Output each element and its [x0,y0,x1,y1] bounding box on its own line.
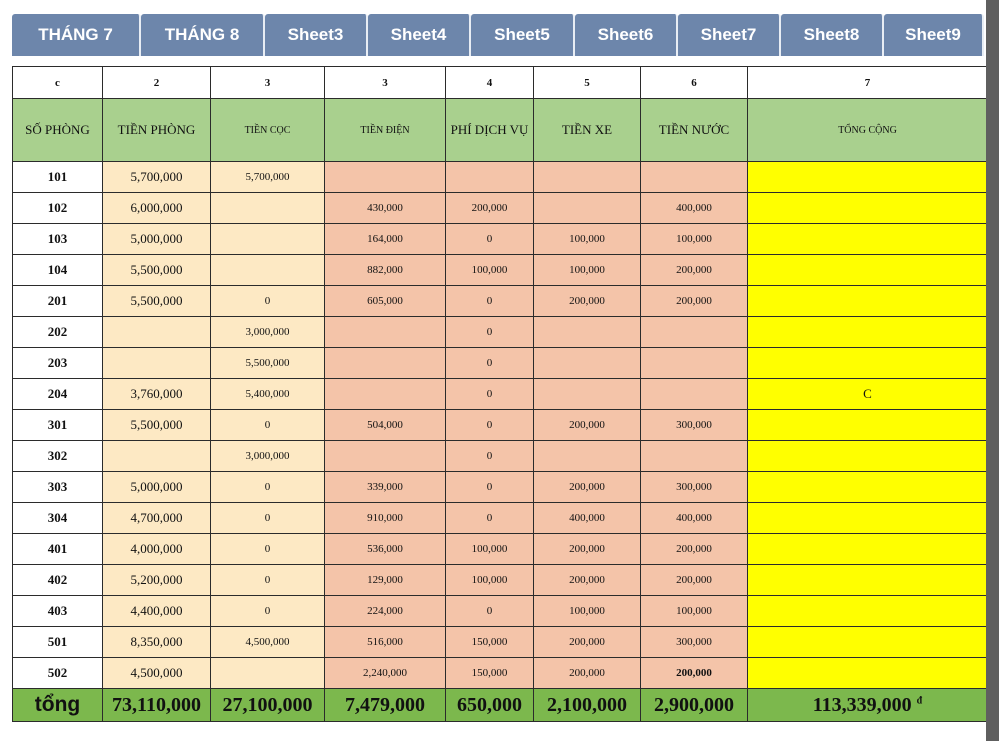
total-cell[interactable] [748,255,988,286]
tab-sheet3[interactable]: Sheet3 [265,14,368,56]
deposit-cell[interactable]: 0 [211,286,325,317]
table-row [13,534,988,565]
water-cell[interactable]: 100,000 [641,596,748,627]
rent-cell[interactable]: 5,700,000 [103,162,211,193]
deposit-cell[interactable]: 4,500,000 [211,627,325,658]
header-rent[interactable]: TIỀN PHÒNG [103,99,211,162]
service-cell[interactable]: 150,000 [446,658,534,689]
electric-cell[interactable]: 910,000 [325,503,446,534]
deposit-cell[interactable]: 0 [211,472,325,503]
deposit-cell[interactable]: 5,400,000 [211,379,325,410]
service-cell[interactable]: 0 [446,596,534,627]
room-cell[interactable]: 302 [13,441,103,472]
water-cell[interactable]: 200,000 [641,286,748,317]
column-number[interactable]: 7 [748,67,988,99]
electric-cell[interactable]: 2,240,000 [325,658,446,689]
parking-cell[interactable]: 100,000 [534,255,641,286]
parking-cell[interactable]: 100,000 [534,224,641,255]
water-cell[interactable]: 200,000 [641,255,748,286]
parking-cell[interactable] [534,379,641,410]
header-total[interactable]: TỔNG CỘNG [748,99,988,162]
total-parking[interactable]: 2,100,000 [534,689,641,722]
parking-cell[interactable] [534,441,641,472]
total-deposit[interactable]: 27,100,000 [211,689,325,722]
totals-label[interactable]: tổng [13,689,103,722]
service-cell[interactable]: 0 [446,348,534,379]
deposit-cell[interactable]: 0 [211,410,325,441]
service-cell[interactable]: 0 [446,410,534,441]
table-row [13,472,988,503]
water-cell[interactable] [641,379,748,410]
room-cell[interactable]: 201 [13,286,103,317]
tab-sheet9[interactable]: Sheet9 [884,14,984,56]
deposit-cell[interactable]: 0 [211,534,325,565]
column-number[interactable]: c [13,67,103,99]
column-number[interactable]: 3 [211,67,325,99]
total-cell[interactable] [748,503,988,534]
deposit-cell[interactable] [211,193,325,224]
water-cell[interactable] [641,441,748,472]
table-row [13,224,988,255]
table-row [13,317,988,348]
room-cell[interactable]: 301 [13,410,103,441]
rent-cell[interactable] [103,348,211,379]
electric-cell[interactable]: 164,000 [325,224,446,255]
electric-cell[interactable]: 224,000 [325,596,446,627]
total-cell[interactable] [748,317,988,348]
service-cell[interactable]: 0 [446,317,534,348]
service-cell[interactable]: 100,000 [446,534,534,565]
total-cell[interactable] [748,348,988,379]
total-cell[interactable] [748,441,988,472]
rent-cell[interactable]: 5,500,000 [103,255,211,286]
total-rent[interactable]: 73,110,000 [103,689,211,722]
tab-sheet8[interactable]: Sheet8 [781,14,884,56]
room-cell[interactable]: 103 [13,224,103,255]
parking-cell[interactable] [534,193,641,224]
parking-cell[interactable] [534,348,641,379]
total-water[interactable]: 2,900,000 [641,689,748,722]
room-cell[interactable]: 401 [13,534,103,565]
header-row [13,99,988,162]
service-cell[interactable]: 0 [446,379,534,410]
room-cell[interactable]: 304 [13,503,103,534]
deposit-cell[interactable]: 3,000,000 [211,441,325,472]
total-electric[interactable]: 7,479,000 [325,689,446,722]
table-row [13,348,988,379]
service-cell[interactable]: 100,000 [446,255,534,286]
room-cell[interactable]: 204 [13,379,103,410]
electric-cell[interactable]: 129,000 [325,565,446,596]
room-cell[interactable]: 303 [13,472,103,503]
rent-cell[interactable]: 6,000,000 [103,193,211,224]
electric-cell[interactable]: 882,000 [325,255,446,286]
deposit-cell[interactable]: 0 [211,565,325,596]
tab-sheet5[interactable]: Sheet5 [471,14,575,56]
column-number-row [13,67,988,99]
currency-symbol: đ [916,694,923,706]
header-service[interactable]: PHÍ DỊCH VỤ [446,99,534,162]
table-row [13,162,988,193]
tab-thang-7[interactable]: THÁNG 7 [12,14,141,56]
water-cell[interactable] [641,348,748,379]
table-row [13,193,988,224]
water-cell[interactable]: 400,000 [641,503,748,534]
water-cell[interactable]: 200,000 [641,565,748,596]
tab-sheet6[interactable]: Sheet6 [575,14,678,56]
column-number[interactable]: 6 [641,67,748,99]
column-number[interactable]: 3 [325,67,446,99]
table-row [13,255,988,286]
table-row [13,658,988,689]
total-service[interactable]: 650,000 [446,689,534,722]
total-cell[interactable] [748,224,988,255]
totals-row [13,689,988,722]
deposit-cell[interactable]: 0 [211,596,325,627]
parking-cell[interactable] [534,162,641,193]
electric-cell[interactable]: 504,000 [325,410,446,441]
parking-cell[interactable]: 200,000 [534,472,641,503]
tab-sheet7[interactable]: Sheet7 [678,14,781,56]
column-number[interactable]: 2 [103,67,211,99]
electric-cell[interactable] [325,317,446,348]
parking-cell[interactable]: 400,000 [534,503,641,534]
window-edge-scrollbar [986,0,999,741]
deposit-cell[interactable] [211,255,325,286]
rent-cell[interactable]: 4,000,000 [103,534,211,565]
deposit-cell[interactable]: 5,500,000 [211,348,325,379]
tab-thang-8[interactable]: THÁNG 8 [141,14,265,56]
header-parking[interactable]: TIỀN XE [534,99,641,162]
room-cell[interactable]: 102 [13,193,103,224]
parking-cell[interactable]: 200,000 [534,658,641,689]
room-cell[interactable]: 502 [13,658,103,689]
room-cell[interactable]: 203 [13,348,103,379]
table-row [13,565,988,596]
electric-cell[interactable]: 516,000 [325,627,446,658]
header-room[interactable]: SỐ PHÒNG [13,99,103,162]
water-cell[interactable] [641,162,748,193]
electric-cell[interactable]: 339,000 [325,472,446,503]
parking-cell[interactable]: 200,000 [534,627,641,658]
service-cell[interactable]: 0 [446,472,534,503]
table-row [13,596,988,627]
rent-cell[interactable]: 4,500,000 [103,658,211,689]
room-cell[interactable]: 101 [13,162,103,193]
total-cell[interactable] [748,534,988,565]
deposit-cell[interactable]: 5,700,000 [211,162,325,193]
service-cell[interactable] [446,162,534,193]
grand-total-value: 113,339,000 [812,693,912,716]
rent-table [12,66,988,722]
water-cell[interactable]: 400,000 [641,193,748,224]
header-electric[interactable]: TIỀN ĐIỆN [325,99,446,162]
rent-cell[interactable]: 5,000,000 [103,472,211,503]
service-cell[interactable]: 150,000 [446,627,534,658]
total-cell[interactable] [748,596,988,627]
water-cell[interactable] [641,317,748,348]
column-number[interactable]: 4 [446,67,534,99]
rent-cell[interactable]: 8,350,000 [103,627,211,658]
electric-cell[interactable] [325,441,446,472]
total-cell[interactable] [748,286,988,317]
rent-cell[interactable]: 5,200,000 [103,565,211,596]
service-cell[interactable]: 200,000 [446,193,534,224]
water-cell[interactable]: 200,000 [641,534,748,565]
rent-cell[interactable]: 3,760,000 [103,379,211,410]
service-cell[interactable]: 0 [446,224,534,255]
room-cell[interactable]: 402 [13,565,103,596]
total-cell[interactable] [748,472,988,503]
table-row [13,441,988,472]
service-cell[interactable]: 0 [446,286,534,317]
room-cell[interactable]: 104 [13,255,103,286]
parking-cell[interactable]: 200,000 [534,534,641,565]
rent-cell[interactable]: 5,500,000 [103,410,211,441]
tab-sheet4[interactable]: Sheet4 [368,14,471,56]
water-cell[interactable]: 100,000 [641,224,748,255]
electric-cell[interactable] [325,348,446,379]
service-cell[interactable]: 100,000 [446,565,534,596]
table-row [13,627,988,658]
deposit-cell[interactable]: 3,000,000 [211,317,325,348]
rent-cell[interactable] [103,441,211,472]
rent-cell[interactable] [103,317,211,348]
water-cell[interactable]: 200,000 [641,658,748,689]
room-cell[interactable]: 501 [13,627,103,658]
column-number[interactable]: 5 [534,67,641,99]
rent-cell[interactable]: 4,400,000 [103,596,211,627]
total-cell[interactable] [748,193,988,224]
sheet-tab-bar [0,0,999,66]
total-cell[interactable] [748,627,988,658]
deposit-cell[interactable] [211,224,325,255]
electric-cell[interactable]: 430,000 [325,193,446,224]
total-cell[interactable] [748,162,988,193]
water-cell[interactable]: 300,000 [641,627,748,658]
electric-cell[interactable] [325,379,446,410]
water-cell[interactable]: 300,000 [641,472,748,503]
electric-cell[interactable]: 536,000 [325,534,446,565]
rent-cell[interactable]: 5,000,000 [103,224,211,255]
parking-cell[interactable]: 200,000 [534,565,641,596]
electric-cell[interactable] [325,162,446,193]
total-cell[interactable] [748,565,988,596]
room-cell[interactable]: 202 [13,317,103,348]
total-cell[interactable]: C [748,379,988,410]
room-cell[interactable]: 403 [13,596,103,627]
rent-cell[interactable]: 5,500,000 [103,286,211,317]
table-row [13,286,988,317]
parking-cell[interactable]: 200,000 [534,410,641,441]
deposit-cell[interactable] [211,658,325,689]
parking-cell[interactable] [534,317,641,348]
table-row [13,379,988,410]
total-cell[interactable] [748,658,988,689]
rent-cell[interactable]: 4,700,000 [103,503,211,534]
table-row [13,503,988,534]
service-cell[interactable]: 0 [446,441,534,472]
header-water[interactable]: TIỀN NƯỚC [641,99,748,162]
service-cell[interactable]: 0 [446,503,534,534]
table-row [13,410,988,441]
water-cell[interactable]: 300,000 [641,410,748,441]
electric-cell[interactable]: 605,000 [325,286,446,317]
total-cell[interactable] [748,410,988,441]
header-deposit[interactable]: TIỀN CỌC [211,99,325,162]
parking-cell[interactable]: 100,000 [534,596,641,627]
parking-cell[interactable]: 200,000 [534,286,641,317]
deposit-cell[interactable]: 0 [211,503,325,534]
grand-total[interactable] [748,689,988,722]
